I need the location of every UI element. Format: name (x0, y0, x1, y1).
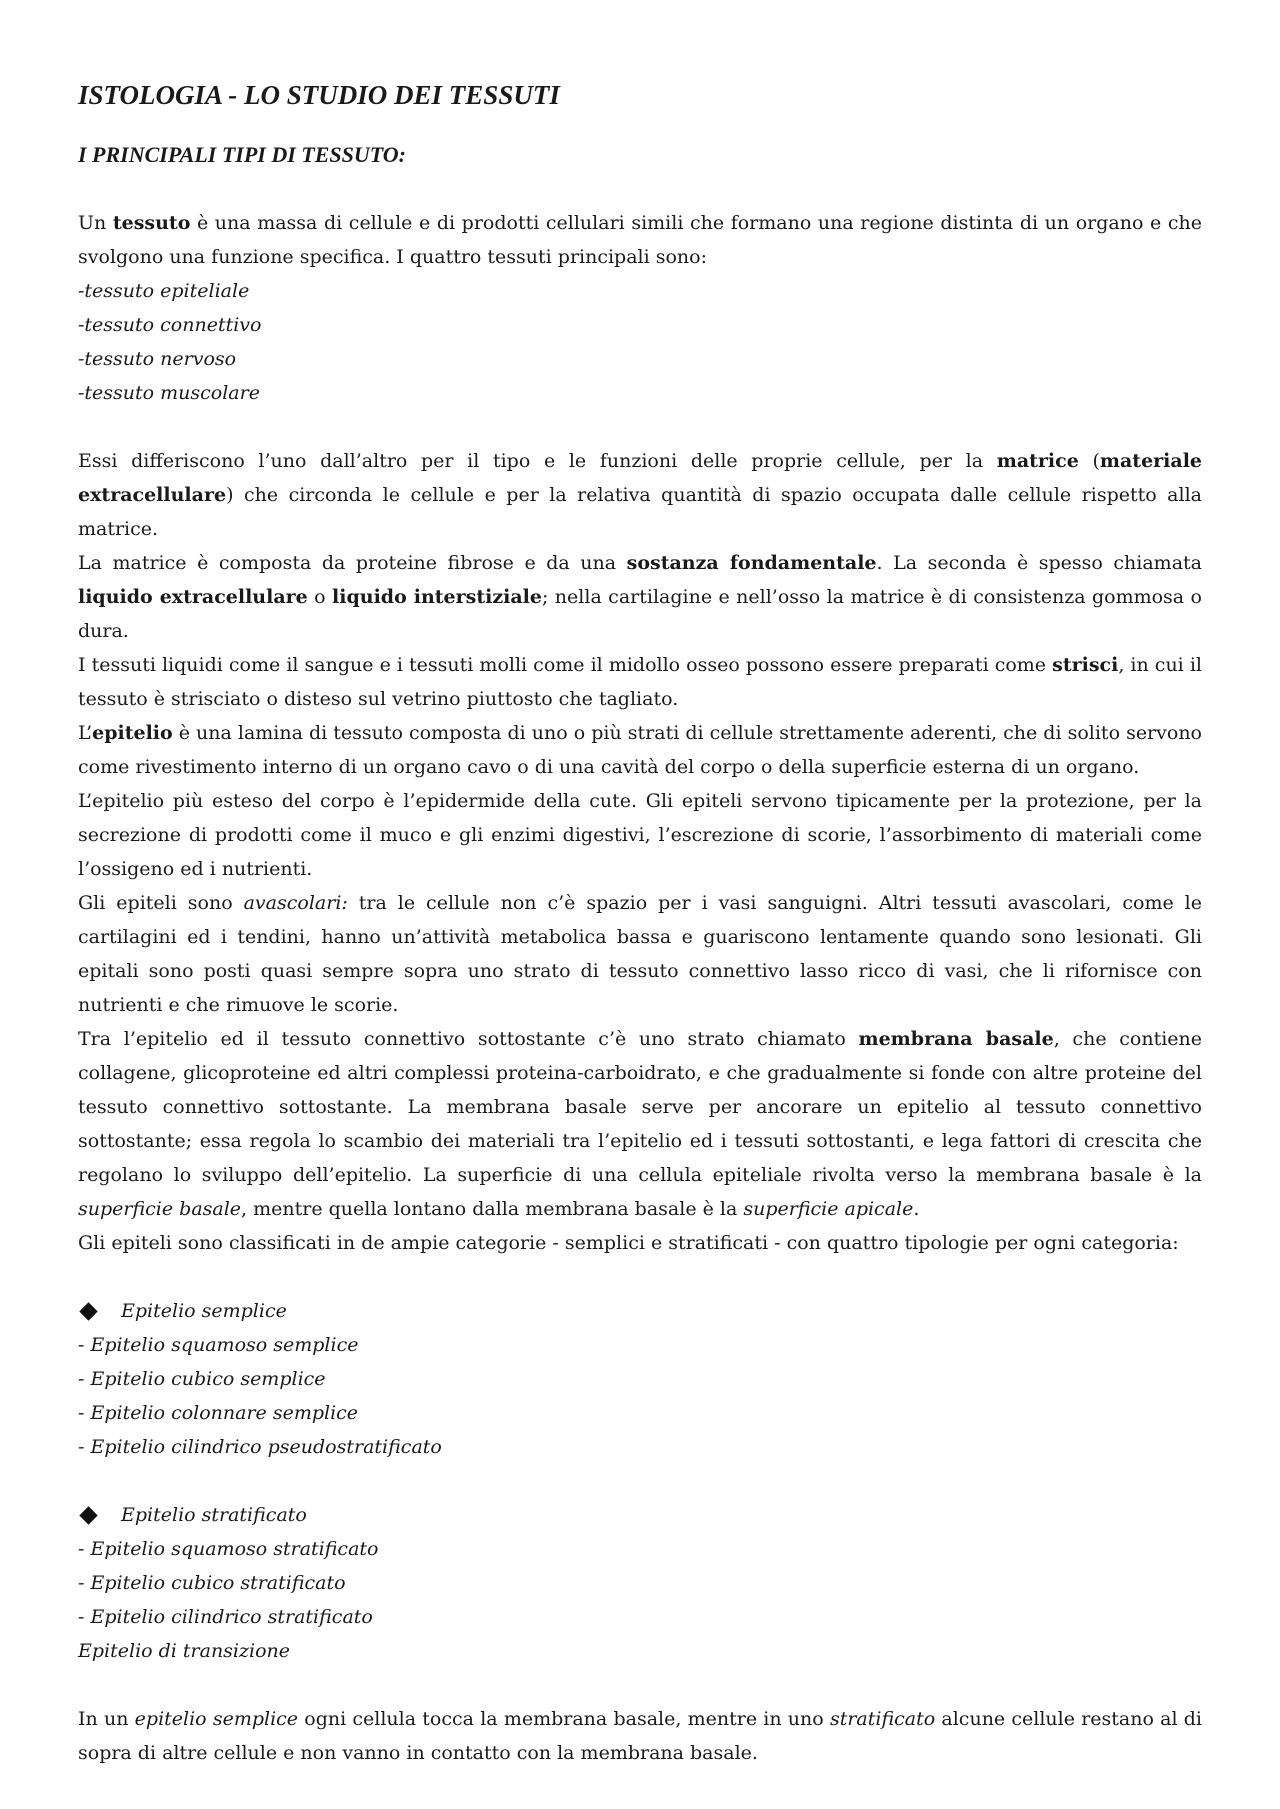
paragraph-semplice-stratificato: In un epitelio semplice ogni cellula tocca la membrana basale, mentre in uno stratificato alcune cellule restano al di sopra di altre cellule e non vanno in contatto con la membrana basale. (78, 1708, 1202, 1764)
list-item: - Epitelio cubico semplice (78, 1368, 326, 1390)
spacer (78, 1668, 1202, 1702)
list-item: - Epitelio squamoso stratificato (78, 1538, 379, 1560)
paragraph-matrice: Essi differiscono l’uno dall’altro per il tipo e le funzioni delle proprie cellule, per la matrice (materiale extracellulare) che circonda le cellule e per la relativa quantità di spazio occupata dalle cellule rispetto alla matrice. (78, 450, 1202, 540)
intro-paragraph: Un tessuto è una massa di cellule e di prodotti cellulari simili che formano una regione distinta di un organo e che svolgono una funzione specifica. I quattro tessuti principali sono: (78, 212, 1202, 268)
paragraph-epitelio: L’epitelio è una lamina di tessuto composta di uno o più strati di cellule strettamente aderenti, che di solito servono come rivestimento interno di un organo cavo o di una cavità del corpo o della superficie esterna di un organo. (78, 722, 1202, 778)
diamond-bullet-icon (79, 1302, 97, 1320)
term-epitelio-semplice: epitelio semplice (134, 1708, 299, 1730)
paragraph-strisci: I tessuti liquidi come il sangue e i tessuti molli come il midollo osseo possono essere preparati come strisci, in cui il tessuto è strisciato o disteso sul vetrino piuttosto che tagliato. (78, 654, 1202, 710)
term-matrice: matrice (996, 450, 1079, 472)
term-sostanza-fondamentale: sostanza fondamentale (626, 552, 877, 574)
list-item: - Epitelio cilindrico pseudostratificato (78, 1436, 442, 1458)
term-membrana-basale: membrana basale (858, 1028, 1054, 1050)
term-strisci: strisci (1052, 654, 1119, 676)
paragraph-membrana-basale: Tra l’epitelio ed il tessuto connettivo sottostante c’è uno strato chiamato membrana basale, che contiene collagene, glicoproteine ed altri complessi proteina-carboidrato, e che gradualmente si fonde con altre proteine del tessuto connettivo sottostante. La membrana basale serve per ancorare un epitelio al tessuto connettivo sottostante; essa regola lo scambio dei materiali tra l’epitelio ed i tessuti sottostanti, e lega fattori di crescita che regolano lo sviluppo dell’epitelio. La superficie di una cellula epiteliale rivolta verso la membrana basale è la superficie basale, mentre quella lontano dalla membrana basale è la superficie apicale. (78, 1028, 1203, 1220)
term-materiale-extracellulare: materiale extracellulare (78, 450, 1202, 506)
term-superficie-basale: superficie basale (78, 1198, 242, 1220)
term-liquido-interstiziale: liquido interstiziale (332, 586, 542, 608)
group-heading: Epitelio semplice (78, 1294, 1202, 1328)
term-stratificato: stratificato (829, 1708, 936, 1730)
list-item: -tessuto muscolare (78, 382, 260, 404)
list-item: -tessuto connettivo (78, 314, 262, 336)
stratified-epithelium-group (78, 1498, 1202, 1668)
term-superficie-apicale: superficie apicale (743, 1198, 914, 1220)
list-item: - Epitelio cubico stratificato (78, 1572, 346, 1594)
main-tissues-list (78, 274, 1202, 410)
list-item: -tessuto epiteliale (78, 280, 250, 302)
paragraph-sostanza: La matrice è composta da proteine fibrose e da una sostanza fondamentale. La seconda è spesso chiamata liquido extracellulare o liquido interstiziale; nella cartilagine e nell’osso la matrice è di consistenza gommosa o dura. (78, 552, 1202, 642)
list-item: -tessuto nervoso (78, 348, 237, 370)
paragraph-avascolari: Gli epiteli sono avascolari: tra le cellule non c’è spazio per i vasi sanguigni. Altri tessuti avascolari, come le cartilagini ed i tendini, hanno un’attività metabolica bassa e guariscono lentamente quando sono lesionati. Gli epitali sono posti quasi sempre sopra uno strato di tessuto connettivo lasso ricco di vasi, che li rifornisce con nutrienti e che rimuove le scorie. (78, 892, 1202, 1016)
section-subtitle: I PRINCIPALI TIPI DI TESSUTO: (78, 142, 407, 167)
spacer (78, 410, 1202, 444)
page-title: ISTOLOGIA - LO STUDIO DEI TESSUTI (78, 80, 560, 110)
term-liquido-extracellulare: liquido extracellulare (78, 586, 308, 608)
diamond-bullet-icon (79, 1506, 97, 1524)
spacer (78, 1464, 1202, 1498)
paragraph-classificazione: Gli epiteli sono classificati in de ampie categorie - semplici e stratificati - con quattro tipologie per ogni categoria: (78, 1232, 1179, 1254)
spacer (78, 1260, 1202, 1294)
list-item: - Epitelio cilindrico stratificato (78, 1606, 373, 1628)
simple-epithelium-group (78, 1294, 1202, 1464)
term-epitelio: epitelio (92, 722, 173, 744)
list-item: - Epitelio squamoso semplice (78, 1334, 359, 1356)
term-tessuto: tessuto (112, 212, 191, 234)
group-heading: Epitelio stratificato (78, 1498, 1202, 1532)
list-item: Epitelio di transizione (78, 1640, 291, 1662)
term-avascolari: avascolari: (243, 892, 348, 914)
paragraph-epidermide: L’epitelio più esteso del corpo è l’epidermide della cute. Gli epiteli servono tipicamente per la protezione, per la secrezione di prodotti come il muco e gli enzimi digestivi, l’escrezione di scorie, l’assorbimento di materiali come l’ossigeno ed i nutrienti. (78, 790, 1202, 880)
list-item: - Epitelio colonnare semplice (78, 1402, 359, 1424)
